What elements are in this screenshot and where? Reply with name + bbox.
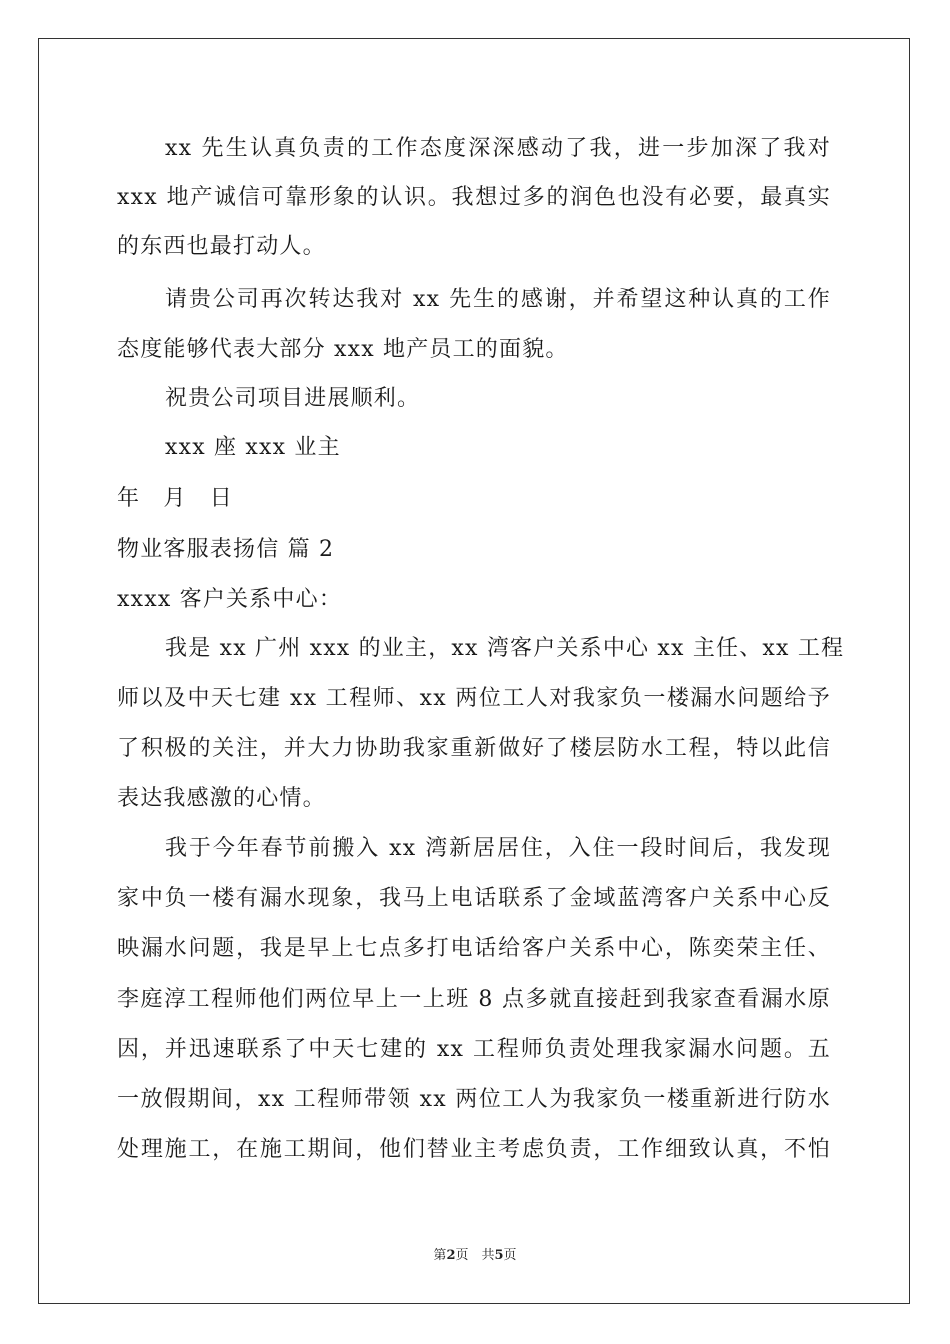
paragraph-line: xx 先生认真负责的工作态度深深感动了我，进一步加深了我对 <box>165 136 831 161</box>
paragraph-line: 的东西也最打动人。 <box>117 234 326 259</box>
paragraph-line: 态度能够代表大部分 xxx 地产员工的面貌。 <box>117 337 569 362</box>
paragraph-line: 家中负一楼有漏水现象，我马上电话联系了金域蓝湾客户关系中心反 <box>117 886 831 911</box>
section-title: 物业客服表扬信 篇 2 <box>117 537 335 562</box>
paragraph-line: 李庭淳工程师他们两位早上一上班 8 点多就直接赶到我家查看漏水原 <box>117 987 831 1012</box>
current-page-number: 2 <box>446 1248 456 1263</box>
signature: xxx 座 xxx 业主 <box>165 435 341 460</box>
paragraph-line: 因，并迅速联系了中天七建的 xx 工程师负责处理我家漏水问题。五 <box>117 1037 831 1062</box>
salutation: xxxx 客户关系中心： <box>117 587 343 612</box>
page-border <box>38 38 910 1304</box>
page-prefix: 第 <box>433 1248 447 1263</box>
paragraph-line: 了积极的关注，并大力协助我家重新做好了楼层防水工程，特以此信 <box>117 736 831 761</box>
paragraph-line: 映漏水问题，我是早上七点多打电话给客户关系中心，陈奕荣主任、 <box>117 936 831 961</box>
paragraph-line: 我是 xx 广州 xxx 的业主，xx 湾客户关系中心 xx 主任、xx 工程 <box>165 636 845 661</box>
page-suffix: 页 <box>503 1248 517 1263</box>
total-page-number: 5 <box>494 1248 504 1263</box>
closing-wish: 祝贵公司项目进展顺利。 <box>165 386 421 411</box>
paragraph-line: 一放假期间，xx 工程师带领 xx 两位工人为我家负一楼重新进行防水 <box>117 1087 831 1112</box>
paragraph-line: 我于今年春节前搬入 xx 湾新居居住，入住一段时间后，我发现 <box>165 836 831 861</box>
paragraph-line: xxx 地产诚信可靠形象的认识。我想过多的润色也没有必要，最真实 <box>117 185 831 210</box>
page-number-footer <box>0 1248 950 1264</box>
paragraph-line: 表达我感激的心情。 <box>117 786 326 811</box>
date-line: 年 月 日 <box>117 486 234 511</box>
page-mid: 页 共 <box>455 1248 495 1263</box>
paragraph-line: 师以及中天七建 xx 工程师、xx 两位工人对我家负一楼漏水问题给予 <box>117 686 831 711</box>
paragraph-line: 请贵公司再次转达我对 xx 先生的感谢，并希望这种认真的工作 <box>165 287 831 312</box>
paragraph-line: 处理施工，在施工期间，他们替业主考虑负责，工作细致认真，不怕 <box>117 1137 831 1162</box>
